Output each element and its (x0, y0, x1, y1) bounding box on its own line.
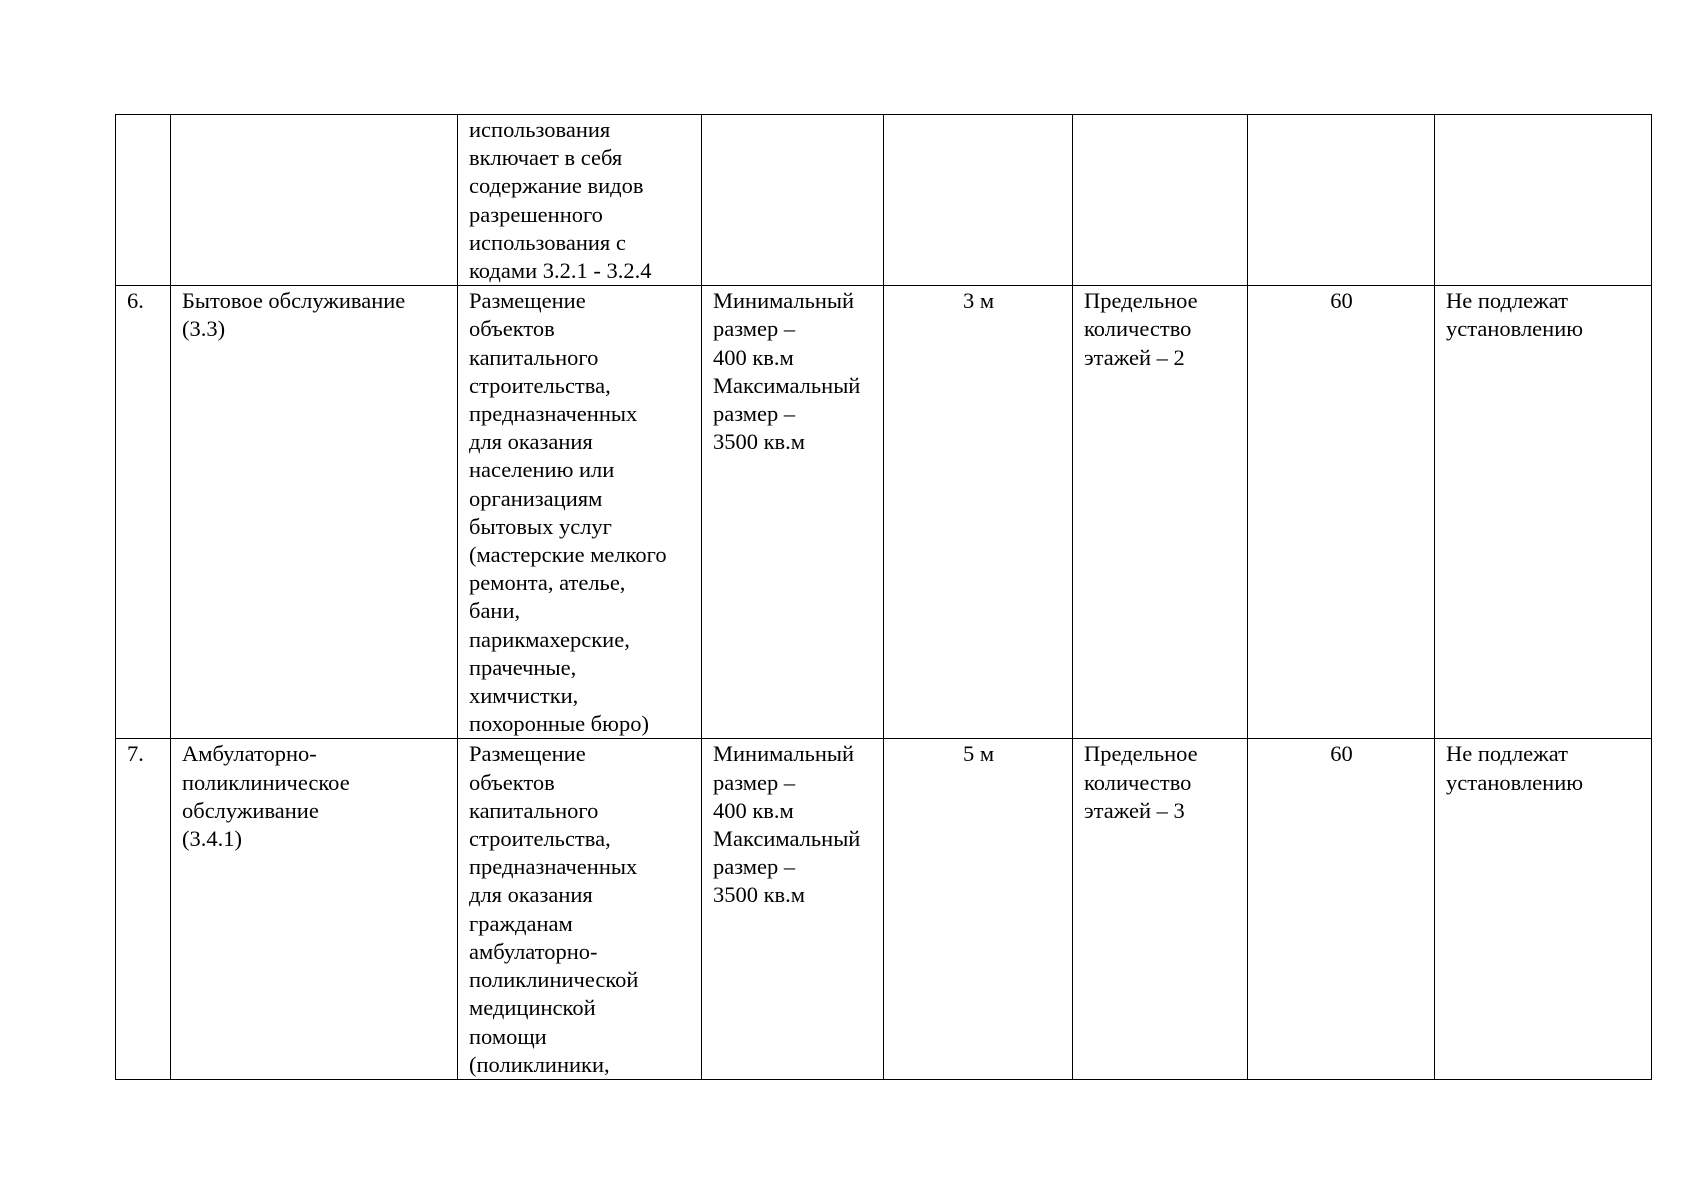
text-line: поликлинической (469, 967, 639, 993)
text-line: обслуживание (182, 797, 319, 823)
text-line: 400 кв.м (713, 797, 794, 823)
text-line: количество (1084, 769, 1192, 795)
text-line: размер – (713, 316, 796, 342)
text-line: предназначенных (469, 854, 638, 880)
row-number-cell (116, 286, 171, 739)
text-line: строительства, (469, 826, 611, 852)
description-cell (458, 115, 702, 286)
text-line: 3500 кв.м (713, 429, 806, 455)
text-line: Не подлежат (1446, 741, 1568, 767)
row-number: 6. (127, 288, 144, 314)
setback-cell (884, 286, 1073, 739)
plot-size-cell (702, 286, 884, 739)
text-line: капитального (469, 797, 599, 823)
text-line: для оказания (469, 429, 593, 455)
text-line: количество (1084, 316, 1192, 342)
restrictions-cell (1435, 115, 1652, 286)
use-type-cell (171, 286, 458, 739)
text-line: бытовых услуг (469, 513, 612, 539)
floors-cell (1073, 286, 1248, 739)
text-line: амбулаторно- (469, 938, 598, 964)
plot-size-cell (702, 739, 884, 1079)
setback-cell (884, 115, 1073, 286)
coverage-cell (1248, 286, 1435, 739)
text-line: Максимальный (713, 826, 861, 852)
text-line: размер – (713, 401, 796, 427)
text-line: капитального (469, 344, 599, 370)
text-line: размер – (713, 854, 796, 880)
text-line: использования с (469, 229, 626, 255)
text-line: использования (469, 117, 611, 142)
use-type-cell (171, 115, 458, 286)
text-line: Предельное (1084, 741, 1198, 767)
text-line: медицинской (469, 995, 596, 1021)
text-line: организациям (469, 485, 603, 511)
text-line: объектов (469, 316, 555, 342)
use-type-cell (171, 739, 458, 1079)
table-row (116, 286, 1652, 739)
table-row (116, 739, 1652, 1079)
text-line: ремонта, ателье, (469, 570, 626, 596)
text-line: Бытовое обслуживание (182, 288, 406, 314)
row-number-cell (116, 115, 171, 286)
text-line: включает в себя (469, 145, 623, 171)
text-line: объектов (469, 769, 555, 795)
regulations-table (115, 114, 1652, 1080)
text-line: бани, (469, 598, 521, 624)
text-line: Максимальный (713, 372, 861, 398)
text-line: содержание видов (469, 173, 644, 199)
row-number: 7. (127, 741, 144, 767)
text-line: предназначенных (469, 401, 638, 427)
text-line: этажей – 3 (1084, 797, 1185, 823)
setback-value: 3 м (962, 288, 995, 314)
floors-cell (1073, 739, 1248, 1079)
restrictions-cell (1435, 739, 1652, 1079)
text-line: (поликлиники, (469, 1051, 610, 1077)
text-line: парикмахерские, (469, 626, 630, 652)
text-line: кодами 3.2.1 - 3.2.4 (469, 258, 652, 284)
text-line: установлению (1446, 769, 1584, 795)
text-line: населению или (469, 457, 615, 483)
text-line: строительства, (469, 372, 611, 398)
text-line: Минимальный (713, 288, 855, 314)
text-line: поликлиническое (182, 769, 350, 795)
coverage-cell (1248, 739, 1435, 1079)
setback-value: 5 м (962, 741, 995, 767)
text-line: (3.4.1) (182, 826, 242, 852)
text-line: Не подлежат (1446, 288, 1568, 314)
row-number-cell (116, 739, 171, 1079)
coverage-value: 60 (1330, 741, 1353, 767)
text-line: (3.3) (182, 316, 226, 342)
coverage-value: 60 (1330, 288, 1353, 314)
text-line: Размещение (469, 741, 586, 767)
text-line: (мастерские мелкого (469, 542, 667, 568)
text-line: этажей – 2 (1084, 344, 1185, 370)
description-cell (458, 739, 702, 1079)
plot-size-cell (702, 115, 884, 286)
text-line: похоронные бюро) (469, 711, 649, 737)
text-line: для оказания (469, 882, 593, 908)
text-line: установлению (1446, 316, 1584, 342)
text-line: прачечные, (469, 654, 577, 680)
text-line: Предельное (1084, 288, 1198, 314)
text-line: 400 кв.м (713, 344, 794, 370)
text-line: помощи (469, 1023, 547, 1049)
text-line: гражданам (469, 910, 573, 936)
description-cell (458, 286, 702, 739)
table-row (116, 115, 1652, 286)
coverage-cell (1248, 115, 1435, 286)
text-line: Амбулаторно- (182, 741, 317, 767)
setback-cell (884, 739, 1073, 1079)
restrictions-cell (1435, 286, 1652, 739)
text-line: химчистки, (469, 683, 579, 709)
text-line: Размещение (469, 288, 586, 314)
floors-cell (1073, 115, 1248, 286)
text-line: размер – (713, 769, 796, 795)
text-line: Минимальный (713, 741, 855, 767)
text-line: разрешенного (469, 201, 603, 227)
text-line: 3500 кв.м (713, 882, 806, 908)
